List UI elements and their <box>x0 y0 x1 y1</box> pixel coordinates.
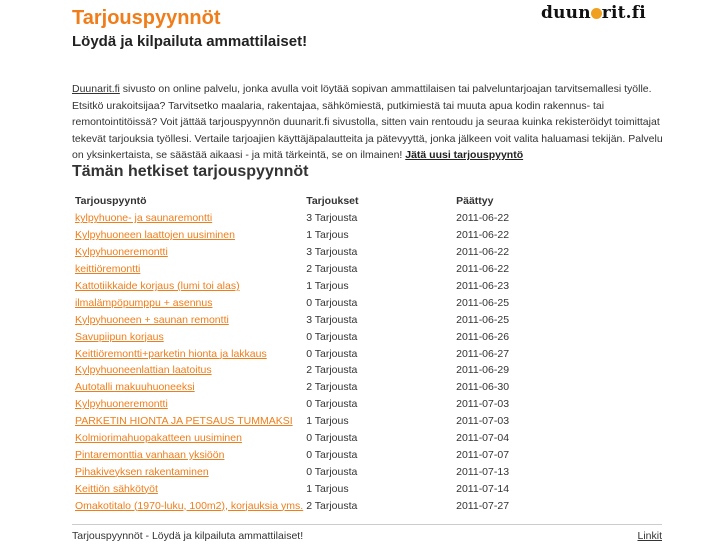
table-row <box>72 413 662 430</box>
table-header-row <box>72 191 662 210</box>
table-row <box>72 328 662 345</box>
offers-cell: 1 Tarjous <box>306 280 349 292</box>
ends-cell: 2011-07-03 <box>456 398 510 411</box>
request-cell <box>72 278 303 295</box>
logo-text-right: rit.fi <box>601 3 646 23</box>
ends-cell: 2011-06-25 <box>456 296 510 309</box>
request-link[interactable]: Pihakiveyksen rakentaminen <box>75 465 209 478</box>
requests-table <box>72 191 662 514</box>
ends-cell: 2011-06-22 <box>456 229 510 242</box>
site-link[interactable]: Duunarit.fi <box>72 83 120 95</box>
request-link[interactable]: Pintaremonttia vanhaan yksiöön <box>75 448 225 461</box>
table-row <box>72 446 662 463</box>
table-row <box>72 345 662 362</box>
request-cell <box>72 396 303 413</box>
logo-text-left: duun <box>541 3 591 23</box>
request-cell <box>72 311 303 328</box>
offers-cell: 0 Tarjousta <box>306 398 358 411</box>
offers-cell: 1 Tarjous <box>306 482 349 495</box>
request-link[interactable]: PARKETIN HIONTA JA PETSAUS TUMMAKSI <box>75 415 293 428</box>
table-row <box>72 210 662 227</box>
ends-cell: 2011-06-23 <box>456 280 510 292</box>
new-request-link[interactable]: Jätä uusi tarjouspyyntö <box>405 149 524 161</box>
offers-cell: 1 Tarjous <box>306 415 349 428</box>
request-cell <box>72 345 303 362</box>
offers-cell: 2 Tarjousta <box>306 499 358 512</box>
ends-cell: 2011-07-04 <box>456 432 510 445</box>
section-heading: Tämän hetkiset tarjouspyynnöt <box>72 163 309 180</box>
ends-cell: 2011-06-26 <box>456 330 510 343</box>
request-cell <box>72 463 303 480</box>
offers-cell: 2 Tarjousta <box>306 364 358 377</box>
request-link[interactable]: Kylpyhuoneremontti <box>75 398 168 411</box>
ends-cell: 2011-07-03 <box>456 415 510 428</box>
table-row <box>72 362 662 379</box>
request-cell <box>72 480 303 497</box>
ends-cell: 2011-06-27 <box>456 347 510 360</box>
request-cell <box>72 430 303 447</box>
request-link[interactable]: Autotalli makuuhuoneeksi <box>75 381 195 394</box>
ends-cell: 2011-06-22 <box>456 246 510 259</box>
offers-cell: 1 Tarjous <box>306 229 349 242</box>
table-row <box>72 311 662 328</box>
request-cell <box>72 261 303 278</box>
request-cell <box>72 328 303 345</box>
offers-cell: 0 Tarjousta <box>306 465 358 478</box>
ends-cell: 2011-06-22 <box>456 212 510 225</box>
footer-text: Tarjouspyynnöt - Löydä ja kilpailuta ammattilaiset! <box>72 530 304 542</box>
request-link[interactable]: Kolmiorimahuopakatteen uusiminen <box>75 432 242 445</box>
ends-cell: 2011-06-29 <box>456 364 510 377</box>
ends-cell: 2011-07-13 <box>456 465 510 478</box>
table-row <box>72 278 662 295</box>
column-header-ends: Päättyy <box>456 194 494 207</box>
column-header-offers: Tarjoukset <box>306 194 359 207</box>
ends-cell: 2011-06-25 <box>456 313 510 326</box>
table-row <box>72 497 662 514</box>
offers-cell: 3 Tarjousta <box>306 246 358 259</box>
request-link[interactable]: Savupiipun korjaus <box>75 330 164 343</box>
request-link[interactable]: Kylpyhuoneremontti <box>75 246 168 259</box>
ends-cell: 2011-06-22 <box>456 263 510 276</box>
request-cell <box>72 210 303 227</box>
ends-cell: 2011-07-07 <box>456 448 510 461</box>
offers-cell: 3 Tarjousta <box>306 212 358 225</box>
footer <box>72 524 662 546</box>
page-subtitle: Löydä ja kilpailuta ammattilaiset! <box>72 33 308 50</box>
request-cell <box>72 497 303 514</box>
request-cell <box>72 413 303 430</box>
request-cell <box>72 294 303 311</box>
offers-cell: 0 Tarjousta <box>306 347 358 360</box>
request-cell <box>72 446 303 463</box>
request-link[interactable]: kylpyhuone- ja saunaremontti <box>75 212 213 225</box>
request-link[interactable]: keittiöremontti <box>75 263 141 276</box>
request-link[interactable]: Kylpyhuoneenlattian laatoitus <box>75 364 212 377</box>
request-link[interactable]: Keittiön sähkötyöt <box>75 482 158 495</box>
offers-cell: 0 Tarjousta <box>306 330 358 343</box>
request-cell <box>72 244 303 261</box>
request-cell <box>72 379 303 396</box>
table-row <box>72 396 662 413</box>
ends-cell: 2011-06-30 <box>456 381 510 394</box>
offers-cell: 2 Tarjousta <box>306 263 358 276</box>
footer-links-link[interactable]: Linkit <box>637 530 662 542</box>
column-header-request: Tarjouspyyntö <box>75 194 147 207</box>
request-link[interactable]: ilmalämpöpumppu + asennus <box>75 296 213 309</box>
table-row <box>72 244 662 261</box>
request-link[interactable]: Keittiöremontti+parketin hionta ja lakkaus <box>75 347 267 360</box>
logo-dot-icon <box>591 8 602 19</box>
ends-cell: 2011-07-14 <box>456 482 510 495</box>
site-logo[interactable] <box>541 3 661 25</box>
request-cell <box>72 362 303 379</box>
request-link[interactable]: Omakotitalo (1970-luku, 100m2), korjauksia yms. <box>75 499 304 512</box>
offers-cell: 0 Tarjousta <box>306 448 358 461</box>
request-link[interactable]: Kylpyhuoneen laattojen uusiminen <box>75 229 235 242</box>
request-link[interactable]: Kattotiikkaide korjaus (lumi toi alas) <box>75 280 240 292</box>
table-row <box>72 261 662 278</box>
ends-cell: 2011-07-27 <box>456 499 510 512</box>
table-row <box>72 379 662 396</box>
table-row <box>72 294 662 311</box>
offers-cell: 3 Tarjousta <box>306 313 358 326</box>
table-row <box>72 430 662 447</box>
request-link[interactable]: Kylpyhuoneen + saunan remontti <box>75 313 229 326</box>
intro-text <box>72 81 664 164</box>
offers-cell: 2 Tarjousta <box>306 381 358 394</box>
offers-cell: 0 Tarjousta <box>306 296 358 309</box>
intro-body: sivusto on online palvelu, jonka avulla voit löytää sopivan ammattilaisen tai palveluntarjoajan tarvitsemallesi työlle. Etsitkö urakoitsijaa? Tarvitsetko maalaria, rakentajaa, sähkömiestä, putkimiestä tai muuta apua kodin rakennus- tai remontointitöissä? Voit jättää tarjouspyynnön duunarit.fi sivustolla, sitten vain rentoudu ja seuraa kuinka rekisteröidyt toimittajat tekevät tarjouksia työllesi. Vertaile tarjoajien käyttäjäpalautteita ja pätevyyttä, jonka jälkeen voit valita haluamasi tekijän. Palvelu on yksinkertaista, se säästää aikaasi - ja mitä tärkeintä, se on ilmainen! <box>72 83 663 161</box>
page-title: Tarjouspyynnöt <box>72 7 221 29</box>
request-cell <box>72 227 303 244</box>
table-row <box>72 227 662 244</box>
table-row <box>72 463 662 480</box>
table-row <box>72 480 662 497</box>
offers-cell: 0 Tarjousta <box>306 432 358 445</box>
